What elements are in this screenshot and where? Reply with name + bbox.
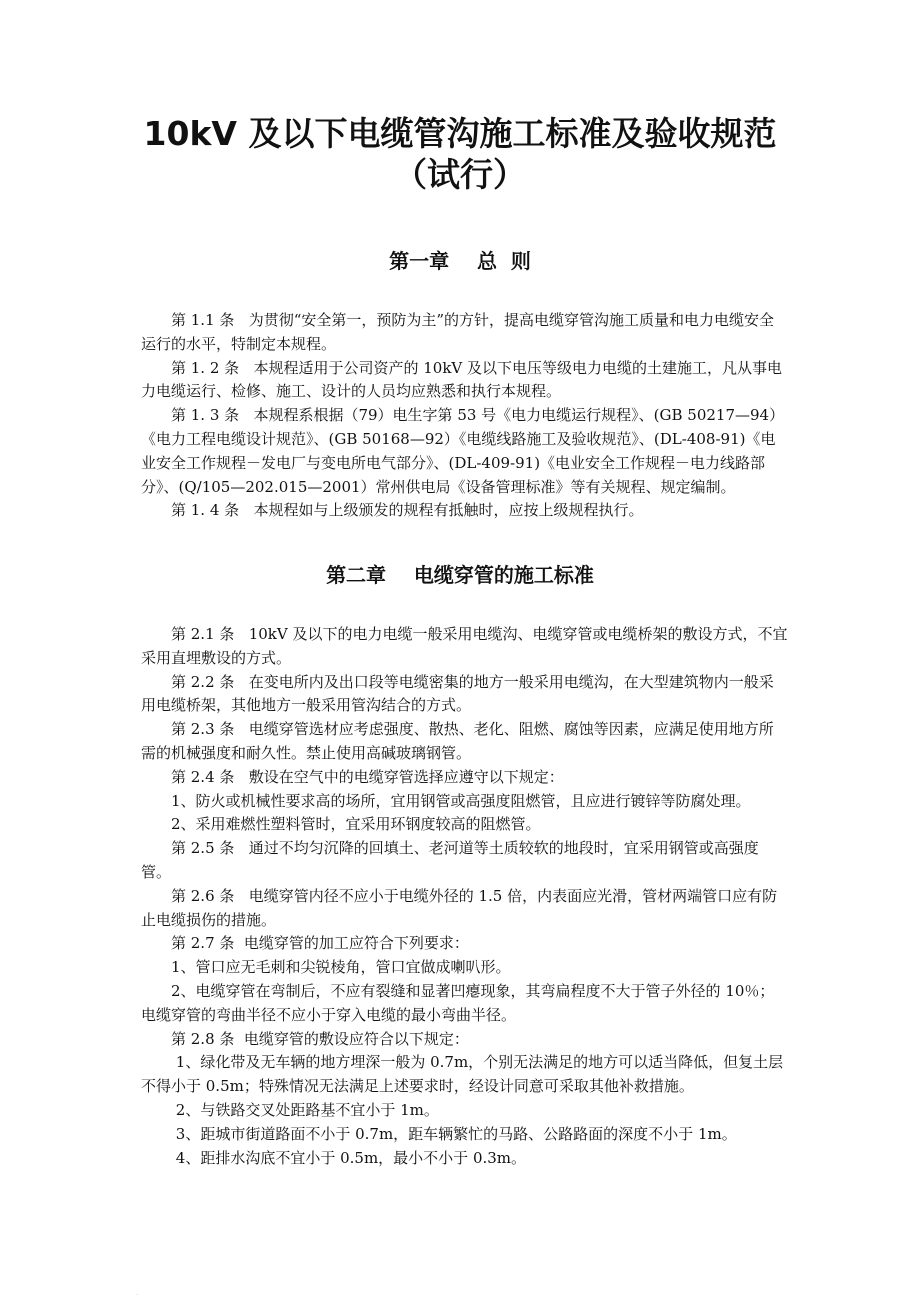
article-2-7-item-1: 1、管口应无毛刺和尖锐棱角，管口宜做成喇叭形。 <box>171 958 511 977</box>
article-2-3: 第 2.3 条 电缆穿管选材应考虑强度、散热、老化、阻燃、腐蚀等因素，应满足使用地方所需的机械强度和耐久性。禁止使用高碱玻璃钢管。 <box>141 720 774 762</box>
article-2-4: 第 2.4 条 敷设在空气中的电缆穿管选择应遵守以下规定： <box>171 767 564 786</box>
chapter-1-heading: 第一章 总 则 <box>389 249 531 273</box>
article-2-1: 第 2.1 条 10kV 及以下的电力电缆一般采用电缆沟、电缆穿管或电缆桥架的敷设方式，不宜采用直埋敷设的方式。 <box>141 625 788 667</box>
article-2-4-item-1: 1、防火或机械性要求高的场所，宜用钢管或高强度阻燃管，且应进行镀锌等防腐处理。 <box>171 791 751 810</box>
article-2-8-item-3: 3、距城市街道路面不小于 0.7m，距车辆繁忙的马路、公路路面的深度不小于 1m。 <box>171 1124 737 1143</box>
article-1-4: 第 1. 4 条 本规程如与上级颁发的规程有抵触时，应按上级规程执行。 <box>171 501 644 520</box>
article-2-7: 第 2.7 条 电缆穿管的加工应符合下列要求： <box>171 934 469 953</box>
article-2-8-item-2: 2、与铁路交叉处距路基不宜小于 1m。 <box>171 1100 439 1119</box>
article-1-2: 第 1. 2 条 本规程适用于公司资产的 10kV 及以下电压等级电力电缆的土建施工，凡从事电力电缆运行、检修、施工、设计的人员均应熟悉和执行本规程。 <box>141 358 783 401</box>
chapter-1-body <box>141 309 788 523</box>
article-2-6: 第 2.6 条 电缆穿管内径不应小于电缆外径的 1.5 倍，内表面应光滑，管材两端管口应有防止电缆损伤的措施。 <box>141 886 778 929</box>
article-1-3: 第 1. 3 条 本规程系根据（79）电生字第 53 号《电力电缆运行规程》、(GB 50217—94）《电力工程电缆设计规范》、(GB 50168—92）《电缆线路施工及验收规范》、(DL-408-91)《电业安全工作规程－发电厂与变电所电气部分》、(DL-409-91)《电业安全工作规程－电力线路部分》、(Q/105—202.015—2001）常州供电局《设备管理标准》等有关规程、规定编制。 <box>141 406 785 496</box>
article-1-1: 第 1.1 条 为贯彻“安全第一，预防为主”的方针，提高电缆穿管沟施工质量和电力电缆安全运行的水平，特制定本规程。 <box>141 311 775 353</box>
article-2-2: 第 2.2 条 在变电所内及出口段等电缆密集的地方一般采用电缆沟，在大型建筑物内一般采用电缆桥架，其他地方一般采用管沟结合的方式。 <box>141 672 774 715</box>
article-2-8-item-4: 4、距排水沟底不宜小于 0.5m，最小不小于 0.3m。 <box>171 1148 527 1167</box>
article-2-5: 第 2.5 条 通过不均匀沉降的回填土、老河道等土质较软的地段时，宜采用钢管或高强度管。 <box>141 839 759 881</box>
chapter-2-body <box>141 623 788 1170</box>
article-2-7-item-2: 2、电缆穿管在弯制后，不应有裂缝和显著凹瘪现象，其弯扁程度不大于管子外径的 10％；电缆穿管的弯曲半径不应小于穿入电缆的最小弯曲半径。 <box>141 981 775 1024</box>
article-2-8: 第 2.8 条 电缆穿管的敷设应符合以下规定： <box>171 1029 469 1048</box>
page-footer-mark: . <box>136 1290 138 1297</box>
article-2-8-item-1: 1、绿化带及无车辆的地方埋深一般为 0.7m，个别无法满足的地方可以适当降低，但复土层不得小于 0.5m；特殊情况无法满足上述要求时，经设计同意可采取其他补救措施。 <box>141 1053 784 1096</box>
document-subtitle: （试行） <box>394 155 526 194</box>
chapter-2-heading: 第二章 电缆穿管的施工标准 <box>326 563 594 587</box>
article-2-4-item-2: 2、采用难燃性塑料管时，宜采用环钢度较高的阻燃管。 <box>171 815 541 834</box>
document-title: 10kV 及以下电缆管沟施工标准及验收规范 <box>143 114 777 153</box>
